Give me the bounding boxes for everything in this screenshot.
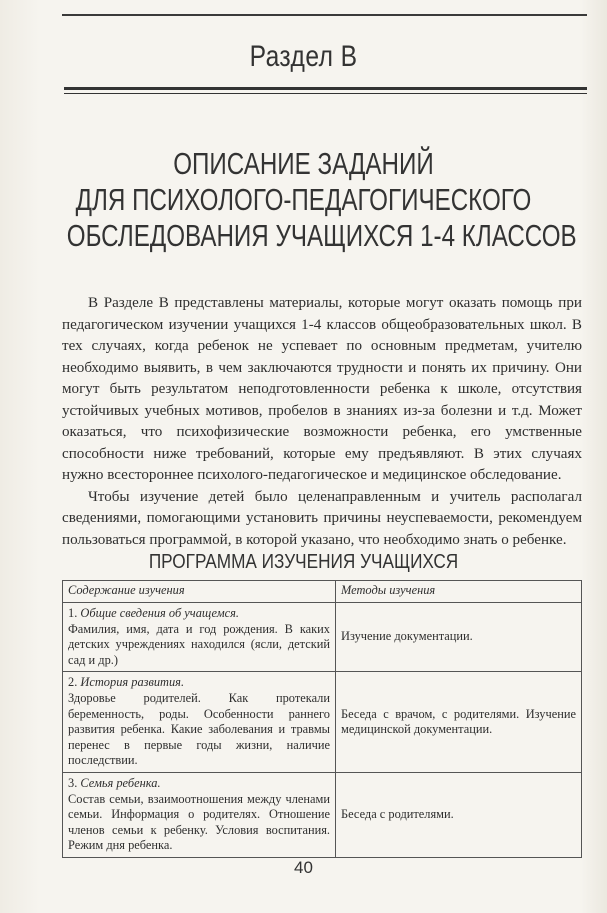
section-rule-thin (64, 93, 587, 94)
row-content (63, 672, 336, 773)
page-number: 40 (294, 858, 313, 877)
row-method: Изучение документации. (336, 603, 582, 672)
row-method: Беседа с врачом, с родителями. Изучение медицинской документации. (336, 672, 582, 773)
table-row (63, 772, 582, 857)
main-title-line-2: ДЛЯ ПСИХОЛОГО-ПЕДАГОГИЧЕСКОГО (75, 182, 532, 217)
main-title-line-3: ОБСЛЕДОВАНИЯ УЧАЩИХСЯ 1-4 КЛАССОВ (66, 218, 577, 253)
program-title: ПРОГРАММА ИЗУЧЕНИЯ УЧАЩИХСЯ (148, 551, 459, 573)
section-rule (64, 87, 587, 90)
row-content (63, 603, 336, 672)
row-number: 3. (68, 775, 78, 790)
main-title-line-1: ОПИСАНИЕ ЗАДАНИЙ (173, 146, 434, 181)
table-header-row (63, 581, 582, 603)
row-text: Фамилия, имя, дата и год рождения. В каких детских учреждениях находился (ясли, детский сад и др.) (68, 621, 330, 667)
row-number: 2. (68, 675, 78, 690)
header-content: Содержание изучения (63, 581, 336, 603)
row-number: 1. (68, 606, 78, 620)
row-content (63, 772, 336, 857)
top-rule (62, 14, 587, 16)
row-method: Беседа с родителями. (336, 772, 582, 857)
row-heading: История развития. (80, 675, 185, 690)
header-methods: Методы изучения (336, 581, 582, 603)
row-heading: Семья ребенка. (80, 775, 161, 790)
section-title: Раздел В (249, 40, 358, 73)
row-text: Здоровье родителей. Как протекали беременность, роды. Особенности раннего развития ребенка. Какие заболевания и травмы перенес в первые годы жизни, наличие последствии. (68, 690, 330, 768)
row-text: Состав семьи, взаимоотношения между членами семьи. Информация о родителях. Отношение членов семьи к ребенку. Условия воспитания. Режим дня ребенка. (68, 791, 330, 853)
table-row (63, 672, 582, 773)
program-table (62, 580, 582, 858)
paragraph-2: Чтобы изучение детей было целенаправленным и учитель располагал сведениями, помогающими установить причины неуспеваемости, рекомендуем пользоваться программой, в которой указано, что необходимо знать о ребенке. (62, 488, 582, 548)
main-title (66, 146, 577, 254)
paragraph-1: В Разделе В представлены материалы, которые могут оказать помощь при педагогическом изучении учащихся 1-4 классов общеобразовательных школ. В тех случаях, когда ребенок не успевает по основным предметам, учителю необходимо выявить, в чем заключаются трудности и понять их причину. Они могут быть результатом неподготовленности ребенка к школе, отсутствия устойчивых учебных мотивов, пробелов в знаниях из-за болезни и т.д. Может оказаться, что психофизические возможности ребенка, его умственные способности ниже требований, которые ему предъявляют. В этих случаях нужно всестороннее психолого-педагогическое и медицинское обследование. (62, 295, 582, 483)
body-text (62, 293, 582, 551)
table-row (63, 603, 582, 672)
row-heading: Общие сведения об учащемся. (80, 606, 240, 620)
